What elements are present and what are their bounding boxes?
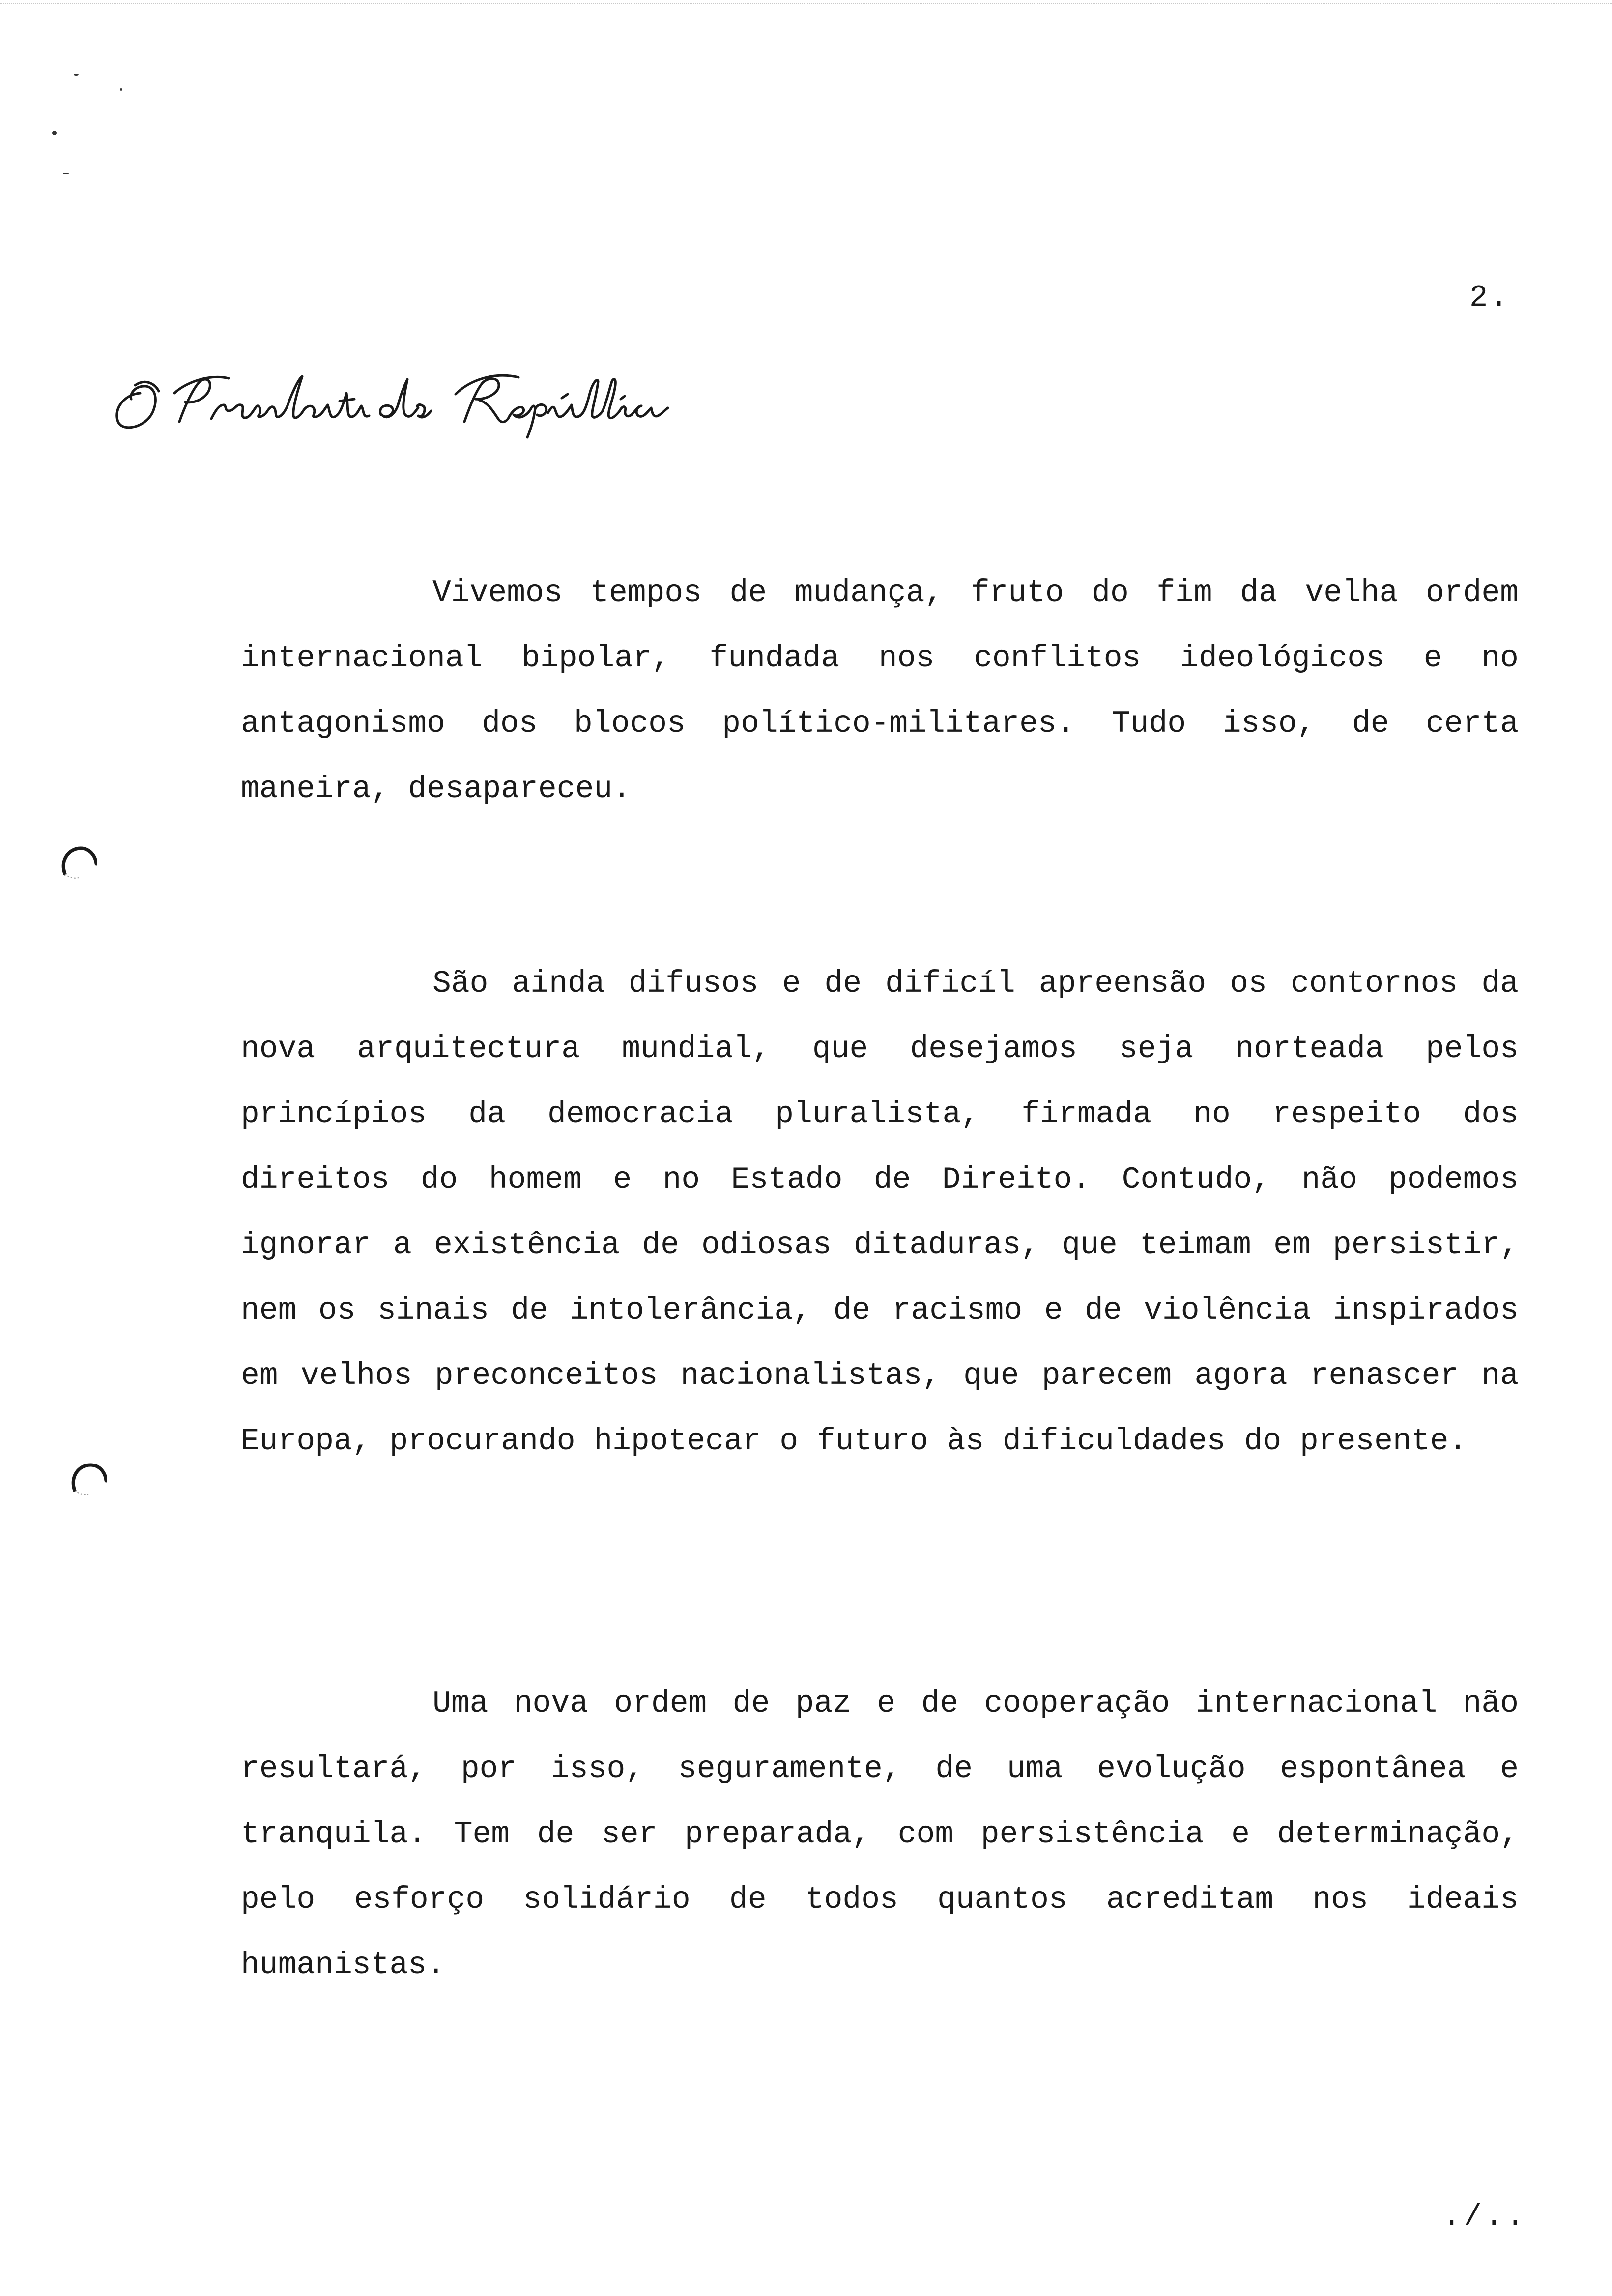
page-number: 2. bbox=[1469, 280, 1510, 315]
scan-speck bbox=[120, 88, 122, 91]
scan-speck bbox=[74, 74, 79, 76]
continuation-mark: ./.. bbox=[1442, 2199, 1527, 2234]
letterhead-signature bbox=[106, 364, 695, 432]
scan-speck bbox=[63, 173, 69, 174]
punch-hole-mark bbox=[69, 1462, 107, 1496]
punch-hole-mark bbox=[59, 845, 97, 880]
scan-top-edge bbox=[0, 3, 1612, 4]
paragraph-3 bbox=[241, 1671, 1519, 1998]
letterhead-script-image bbox=[106, 364, 695, 432]
paragraph-1 bbox=[241, 560, 1519, 822]
paragraph-2-text: São ainda difusos e de dificíl apreensão os contornos da nova arquitectura mundial, que desejamos seja norteada pelos princípios da democracia pluralista, firmada no respeito dos direitos do homem e no Estado de Direito. Contudo, não podemos ignorar a existência de odiosas ditaduras, que teimam em persistir, nem os sinais de intolerância, de racismo e de violência inspirados em velhos preconceitos nacionalistas, que parecem agora renascer na Europa, procurando hipotecar o futuro às dificuldades do presente. bbox=[241, 966, 1519, 1459]
paragraph-3-text: Uma nova ordem de paz e de cooperação internacional não resultará, por isso, seguramente, de uma evolução espontânea e tranquila. Tem de ser preparada, com persistência e determinação, pelo esforço solidário de todos quantos acreditam nos ideais humanistas. bbox=[241, 1686, 1519, 1982]
paragraph-1-text: Vivemos tempos de mudança, fruto do fim da velha ordem internacional bipolar, fundada nos conflitos ideológicos e no antagonismo dos blocos político-militares. Tudo isso, de certa maneira, desapareceu. bbox=[241, 575, 1519, 806]
paragraph-2 bbox=[241, 951, 1519, 1474]
scan-speck bbox=[52, 131, 57, 135]
